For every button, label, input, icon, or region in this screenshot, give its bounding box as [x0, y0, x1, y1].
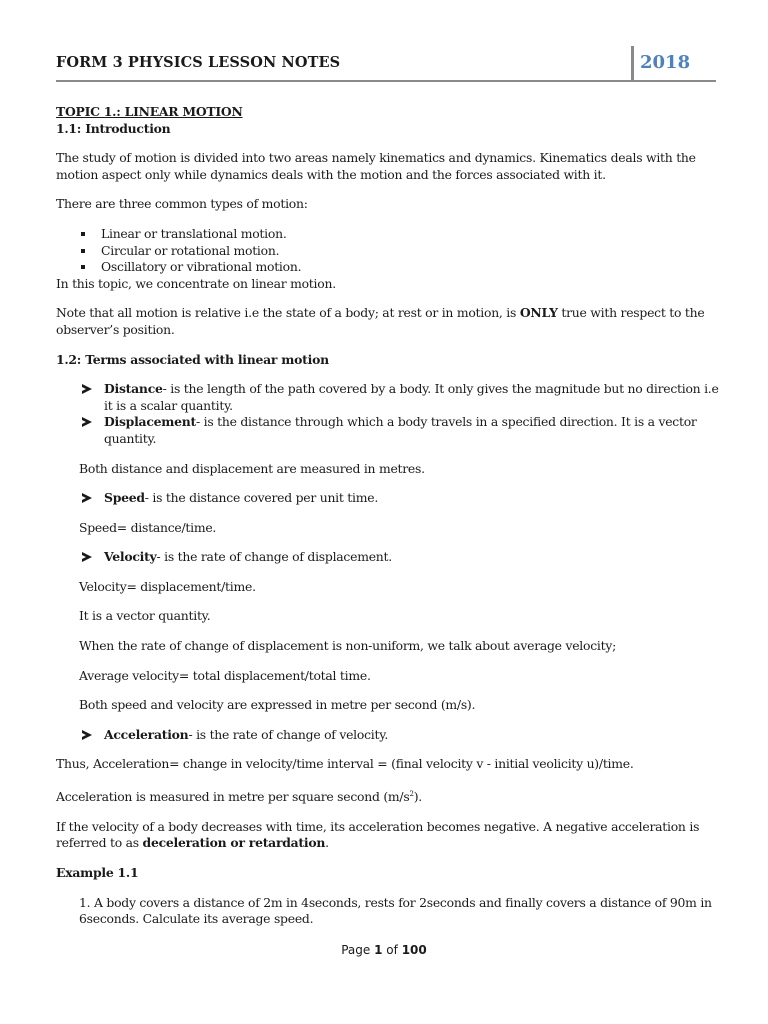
arrow-bullet-icon — [82, 552, 92, 562]
term-distance — [56, 381, 724, 414]
arrow-bullet-icon — [82, 384, 92, 394]
types-intro: There are three common types of motion: — [56, 196, 308, 212]
terms-heading: 1.2: Terms associated with linear motion — [56, 351, 329, 367]
term-label: Distance — [104, 381, 163, 397]
list-item: Linear or translational motion. — [56, 226, 724, 243]
page-content — [56, 104, 724, 941]
units-text-end: ). — [413, 789, 422, 805]
term-acceleration — [56, 727, 724, 744]
intro-paragraph: The study of motion is divided into two areas namely kinematics and dynamics. Kinematics deals with the motion aspect only while dynamics deals with the motion and the forces associated with it. — [56, 150, 696, 182]
footer-of-word: of — [386, 943, 398, 957]
topic-title: TOPIC 1.: LINEAR MOTION — [56, 104, 243, 119]
decel-text-end: . — [325, 835, 329, 851]
list-item: Circular or rotational motion. — [56, 243, 724, 260]
arrow-bullet-icon — [82, 493, 92, 503]
terms-list-acceleration — [56, 727, 724, 744]
term-label: Velocity — [104, 549, 157, 565]
note-text: Note that all motion is relative i.e the state of a body; at rest or in motion, is — [56, 305, 520, 321]
term-velocity — [56, 549, 724, 566]
example-question: 1. A body covers a distance of 2m in 4seconds, rests for 2seconds and finally covers a distance of 90m in 6seconds. Calculate its average speed. — [79, 894, 712, 927]
term-definition: - is the rate of change of displacement. — [156, 549, 392, 565]
term-speed — [56, 490, 724, 507]
avg-velocity-formula: Average velocity= total displacement/total time. — [79, 667, 371, 683]
units-superscript: 2 — [409, 790, 414, 799]
velocity-formula: Velocity= displacement/time. — [79, 578, 256, 594]
header-divider — [631, 46, 634, 82]
acceleration-units — [56, 786, 724, 806]
measured-note: Both distance and displacement are measured in metres. — [79, 460, 425, 476]
term-displacement — [56, 414, 724, 447]
acceleration-formula: Thus, Acceleration= change in velocity/time interval = (final velocity v - initial veolicity u)/time. — [56, 756, 634, 772]
relative-motion-note — [56, 305, 724, 338]
note-emphasis: ONLY — [519, 305, 558, 321]
example-heading: Example 1.1 — [56, 864, 139, 880]
terms-list-1 — [56, 381, 724, 447]
speed-units-note: Both speed and velocity are expressed in metre per second (m/s). — [79, 697, 476, 713]
term-label: Displacement — [104, 414, 196, 430]
decel-text: If the velocity of a body decreases with time, its acceleration becomes negative. A negative acceleration is referred to as — [56, 818, 700, 851]
term-label: Speed — [104, 490, 145, 506]
arrow-bullet-icon — [82, 417, 92, 427]
header-rule — [56, 80, 716, 82]
footer-page-number: 1 — [374, 943, 383, 957]
nonuniform-note: When the rate of change of displacement is non-uniform, we talk about average velocity; — [79, 638, 617, 654]
arrow-bullet-icon — [82, 730, 92, 740]
vector-note: It is a vector quantity. — [79, 608, 211, 624]
speed-formula: Speed= distance/time. — [79, 519, 217, 535]
terms-list-speed — [56, 490, 724, 507]
motion-types-list — [56, 226, 724, 276]
term-definition: - is the rate of change of velocity. — [188, 726, 389, 742]
header-year: 2018 — [640, 52, 691, 73]
term-definition: - is the distance covered per unit time. — [144, 490, 379, 506]
footer-page-word: Page — [341, 943, 371, 957]
term-definition: - is the length of the path covered by a body. It only gives the magnitude but no direction i.e it is a scalar quantity. — [104, 381, 719, 413]
term-definition: - is the distance through which a body travels in a specified direction. It is a vector quantity. — [104, 414, 697, 446]
note-text-end: true with respect to the observer’s position. — [56, 305, 705, 337]
concentrate-note: In this topic, we concentrate on linear motion. — [56, 275, 336, 291]
list-item: Oscillatory or vibrational motion. — [56, 259, 724, 276]
intro-heading: 1.1: Introduction — [56, 120, 171, 136]
units-text: Acceleration is measured in metre per square second (m/s — [56, 789, 410, 805]
page-footer — [0, 943, 768, 957]
header-title: FORM 3 PHYSICS LESSON NOTES — [56, 54, 341, 71]
decel-emphasis: deceleration or retardation — [142, 835, 326, 851]
deceleration-note — [56, 819, 724, 852]
terms-list-velocity — [56, 549, 724, 566]
footer-total-pages: 100 — [401, 943, 427, 957]
term-label: Acceleration — [104, 726, 189, 742]
